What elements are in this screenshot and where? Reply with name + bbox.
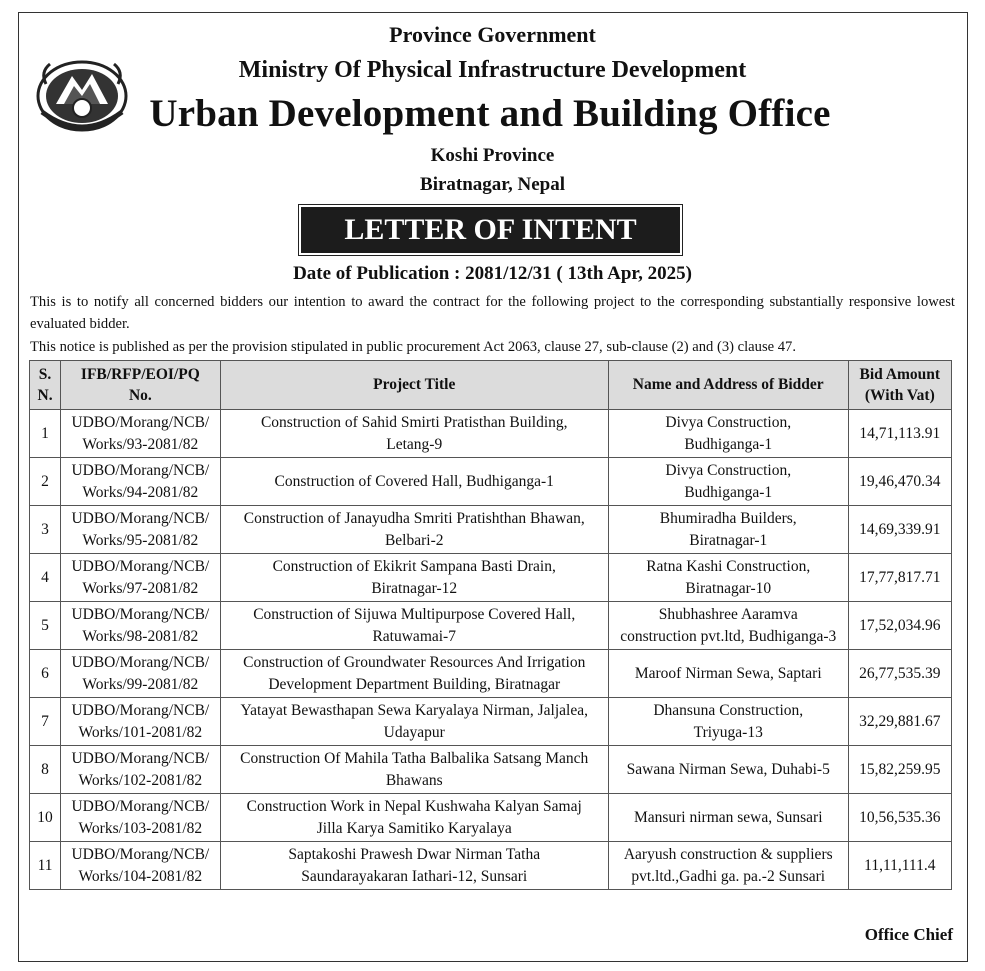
table-row (30, 410, 952, 458)
cell-bidder: Maroof Nirman Sewa, Saptari (608, 650, 848, 698)
header-ministry: Ministry Of Physical Infrastructure Development (238, 57, 747, 83)
header-project-title: Project Title (220, 361, 608, 410)
cell-project-title: Construction of Sahid Smirti Pratisthan Building, Letang-9 (220, 410, 608, 458)
cell-ifb: UDBO/Morang/NCB/ Works/94-2081/82 (61, 458, 221, 506)
page-title: LETTER OF INTENT (301, 207, 680, 253)
table-row (30, 746, 952, 794)
provision-paragraph: This notice is published as per the provision stipulated in public procurement Act 2063, clause 27, sub-clause (2) and (3) clause 47. (30, 339, 796, 355)
cell-bidder: Aaryush construction & suppliers pvt.ltd.,Gadhi ga. pa.-2 Sunsari (608, 842, 848, 890)
cell-bidder: Ratna Kashi Construction, Biratnagar-10 (608, 554, 848, 602)
cell-project-title: Construction of Sijuwa Multipurpose Covered Hall, Ratuwamai-7 (220, 602, 608, 650)
cell-sn: 2 (30, 458, 61, 506)
signature-office-chief: Office Chief (864, 925, 953, 944)
cell-bid-amount: 14,69,339.91 (848, 506, 951, 554)
cell-bid-amount: 26,77,535.39 (848, 650, 951, 698)
header-province-government: Province Government (389, 22, 596, 47)
cell-sn: 3 (30, 506, 61, 554)
header-office-name: Urban Development and Building Office (149, 92, 831, 135)
header-sn: S. N. (30, 361, 61, 410)
cell-sn: 10 (30, 794, 61, 842)
cell-bidder: Sawana Nirman Sewa, Duhabi-5 (608, 746, 848, 794)
cell-bidder: Divya Construction, Budhiganga-1 (608, 410, 848, 458)
cell-ifb: UDBO/Morang/NCB/ Works/95-2081/82 (61, 506, 221, 554)
cell-bid-amount: 19,46,470.34 (848, 458, 951, 506)
header-ifb: IFB/RFP/EOI/PQ No. (61, 361, 221, 410)
intro-paragraph: This is to notify all concerned bidders our intention to award the contract for the following project to the corresponding substantially responsive lowest evaluated bidder. (30, 294, 955, 332)
cell-sn: 1 (30, 410, 61, 458)
cell-sn: 4 (30, 554, 61, 602)
header-city: Biratnagar, Nepal (420, 174, 565, 195)
cell-project-title: Construction of Groundwater Resources And Irrigation Development Department Building, Biratnagar (220, 650, 608, 698)
cell-ifb: UDBO/Morang/NCB/ Works/97-2081/82 (61, 554, 221, 602)
cell-ifb: UDBO/Morang/NCB/ Works/93-2081/82 (61, 410, 221, 458)
table-row (30, 506, 952, 554)
cell-bid-amount: 15,82,259.95 (848, 746, 951, 794)
cell-bidder: Divya Construction, Budhiganga-1 (608, 458, 848, 506)
cell-bidder: Bhumiradha Builders, Biratnagar-1 (608, 506, 848, 554)
header-province: Koshi Province (430, 145, 555, 166)
table-row (30, 794, 952, 842)
cell-ifb: UDBO/Morang/NCB/ Works/104-2081/82 (61, 842, 221, 890)
cell-ifb: UDBO/Morang/NCB/ Works/103-2081/82 (61, 794, 221, 842)
cell-project-title: Construction Work in Nepal Kushwaha Kalyan Samaj Jilla Karya Samitiko Karyalaya (220, 794, 608, 842)
cell-project-title: Construction Of Mahila Tatha Balbalika Satsang Manch Bhawans (220, 746, 608, 794)
table-header-row (30, 361, 952, 410)
table-row (30, 698, 952, 746)
cell-sn: 7 (30, 698, 61, 746)
cell-bidder: Mansuri nirman sewa, Sunsari (608, 794, 848, 842)
cell-project-title: Yatayat Bewasthapan Sewa Karyalaya Nirman, Jaljalea, Udayapur (220, 698, 608, 746)
header-bidder: Name and Address of Bidder (608, 361, 848, 410)
cell-bid-amount: 14,71,113.91 (848, 410, 951, 458)
cell-bidder: Shubhashree Aaramva construction pvt.ltd, Budhiganga-3 (608, 602, 848, 650)
table-row (30, 650, 952, 698)
cell-sn: 6 (30, 650, 61, 698)
cell-bid-amount: 32,29,881.67 (848, 698, 951, 746)
table-row (30, 602, 952, 650)
cell-bid-amount: 11,11,111.4 (848, 842, 951, 890)
cell-project-title: Construction of Ekikrit Sampana Basti Drain, Biratnagar-12 (220, 554, 608, 602)
cell-sn: 8 (30, 746, 61, 794)
cell-ifb: UDBO/Morang/NCB/ Works/99-2081/82 (61, 650, 221, 698)
table-row (30, 458, 952, 506)
cell-bid-amount: 17,77,817.71 (848, 554, 951, 602)
cell-ifb: UDBO/Morang/NCB/ Works/98-2081/82 (61, 602, 221, 650)
header-bid-amount: Bid Amount (With Vat) (848, 361, 951, 410)
table-row (30, 554, 952, 602)
cell-sn: 5 (30, 602, 61, 650)
cell-bid-amount: 17,52,034.96 (848, 602, 951, 650)
cell-bidder: Dhansuna Construction, Triyuga-13 (608, 698, 848, 746)
cell-project-title: Saptakoshi Prawesh Dwar Nirman Tatha Saundarayakaran Iathari-12, Sunsari (220, 842, 608, 890)
award-table (29, 360, 952, 890)
cell-project-title: Construction of Covered Hall, Budhiganga-1 (220, 458, 608, 506)
publication-date: Date of Publication : 2081/12/31 ( 13th Apr, 2025) (293, 263, 692, 284)
cell-ifb: UDBO/Morang/NCB/ Works/101-2081/82 (61, 698, 221, 746)
cell-project-title: Construction of Janayudha Smriti Pratishthan Bhawan, Belbari-2 (220, 506, 608, 554)
cell-sn: 11 (30, 842, 61, 890)
table-row (30, 842, 952, 890)
title-box (298, 204, 683, 256)
cell-ifb: UDBO/Morang/NCB/ Works/102-2081/82 (61, 746, 221, 794)
cell-bid-amount: 10,56,535.36 (848, 794, 951, 842)
